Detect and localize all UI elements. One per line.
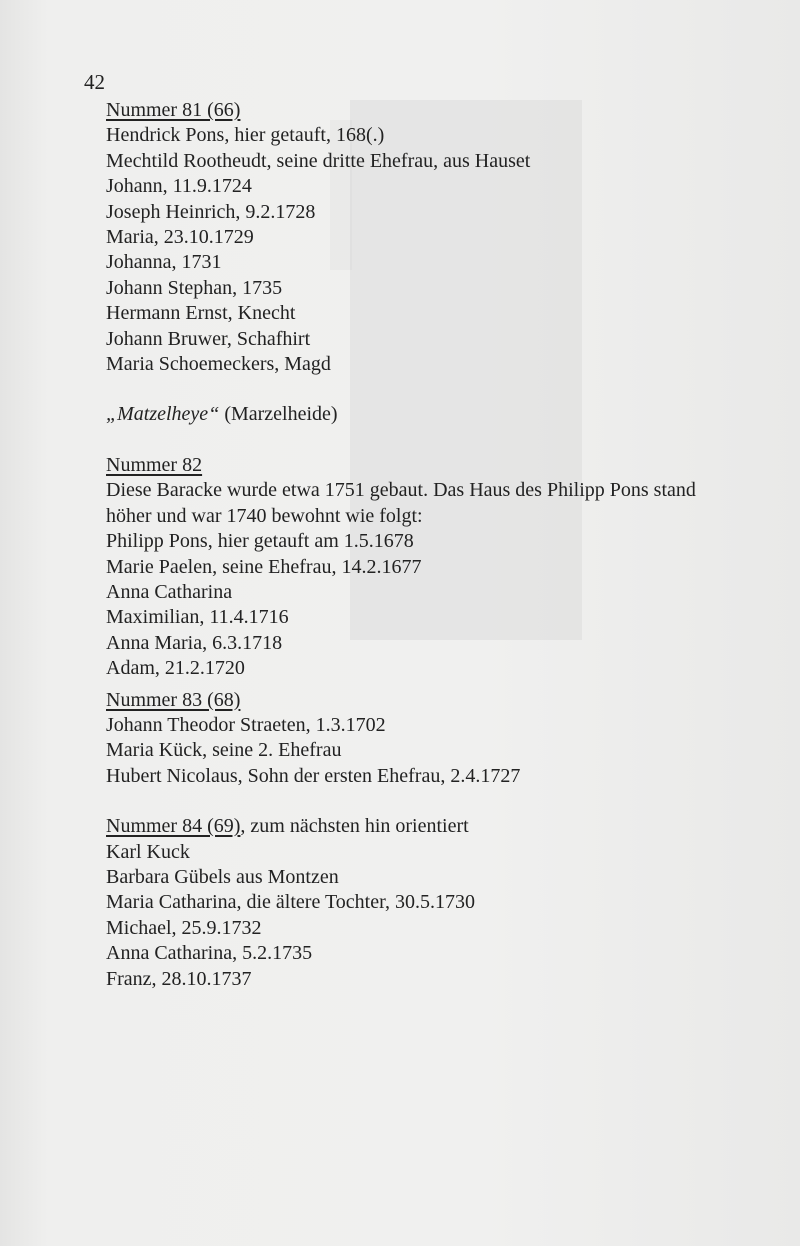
entry-line: Maria Kück, seine 2. Ehefrau [106, 739, 342, 762]
section-heading-82: Nummer 82 [106, 453, 203, 476]
entry-line: Johann Bruwer, Schafhirt [106, 327, 311, 350]
entry-line: Johann Theodor Straeten, 1.3.1702 [106, 713, 386, 736]
entry-line: Karl Kuck [106, 840, 190, 863]
entry-line: Maria, 23.10.1729 [106, 226, 254, 249]
entry-line: Franz, 28.10.1737 [106, 967, 252, 990]
section-heading-83: Nummer 83 (68) [106, 688, 241, 711]
entry-line: Johanna, 1731 [106, 251, 222, 274]
place-name-translation: (Marzelheide) [219, 403, 338, 426]
entry-line: Johann Stephan, 1735 [106, 276, 283, 299]
entry-line: Mechtild Rootheudt, seine dritte Ehefrau, aus Hauset [106, 149, 531, 172]
entry-line: Maria Catharina, die ältere Tochter, 30.5.1730 [106, 891, 475, 914]
entry-line: Hendrick Pons, hier getauft, 168(.) [106, 124, 385, 147]
entry-line: Philipp Pons, hier getauft am 1.5.1678 [106, 530, 414, 553]
entry-line: Maximilian, 11.4.1716 [106, 606, 289, 629]
section-heading-84: Nummer 84 (69) [106, 815, 241, 838]
entry-line: Hermann Ernst, Knecht [106, 302, 296, 325]
entry-line: Anna Catharina, 5.2.1735 [106, 942, 313, 965]
entry-line: Johann, 11.9.1724 [106, 175, 252, 198]
page-number: 42 [84, 70, 105, 94]
entry-line: Michael, 25.9.1732 [106, 916, 262, 939]
section-heading-81: Nummer 81 (66) [106, 99, 241, 121]
place-name: „Matzelheye“ [106, 403, 220, 426]
entry-line: Marie Paelen, seine Ehefrau, 14.2.1677 [106, 555, 422, 578]
entry-line: Maria Schoemeckers, Magd [106, 353, 331, 376]
page-content [106, 98, 746, 992]
entry-line: Joseph Heinrich, 9.2.1728 [106, 200, 316, 223]
entry-line: Barbara Gübels aus Montzen [106, 865, 339, 888]
section-heading-row-84 [106, 814, 746, 839]
entry-line: Hubert Nicolaus, Sohn der ersten Ehefrau, 2.4.1727 [106, 764, 521, 787]
entry-line: Adam, 21.2.1720 [106, 657, 245, 680]
section-heading-84-note: , zum nächsten hin orientiert [240, 815, 469, 838]
place-heading [106, 402, 746, 427]
entry-line: Anna Catharina [106, 580, 233, 603]
section-intro-82: Diese Baracke wurde etwa 1751 gebaut. Das Haus des Philipp Pons stand höher und war 1740 bewohnt wie folgt: [106, 479, 696, 527]
entry-line: Anna Maria, 6.3.1718 [106, 631, 283, 654]
